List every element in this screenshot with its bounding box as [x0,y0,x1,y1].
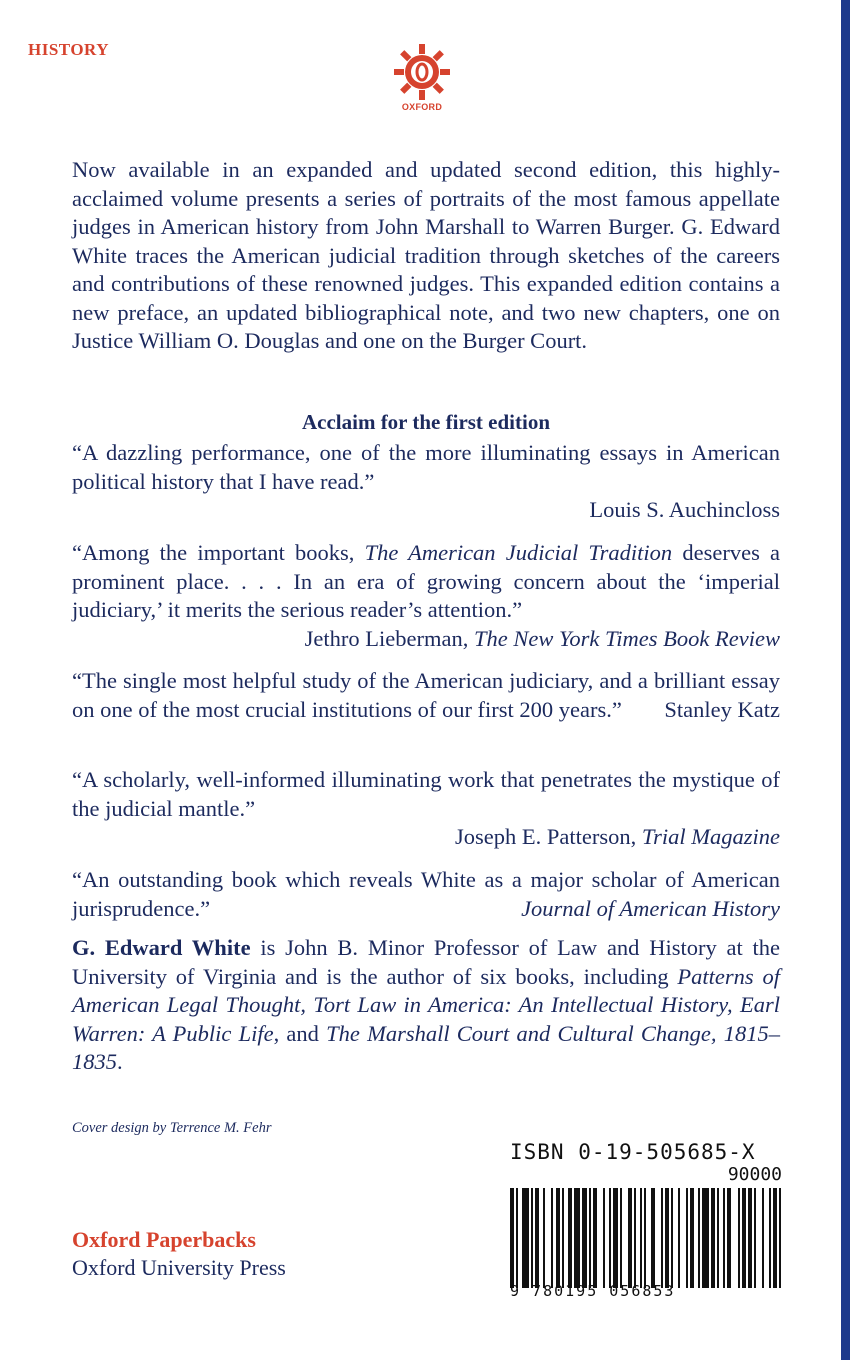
quoted-book-title: The American Judicial Tradition [364,540,673,565]
review-quote [72,439,780,525]
barcode [510,1188,782,1288]
logo-text: OXFORD [401,102,443,112]
quote-text: “A scholarly, well-informed illuminating work that penetrates the mystique of the judicial mantle.” [72,767,780,821]
bio-text: is John B. Minor Professor of Law and History at the University of Virginia and is the author of six books, including [72,935,781,989]
author-name: G. Edward White [72,935,251,960]
isbn: ISBN 0-19-505685-X [510,1140,756,1164]
review-quote [72,539,780,653]
category-label: HISTORY [28,40,110,59]
review-quote [72,866,780,923]
reviewer-name: Jethro Lieberman, [304,625,474,651]
barcode-bar [779,1188,781,1288]
review-source: Journal of American History [521,895,780,921]
bio-text: . [117,1049,123,1074]
review-source: The New York Times Book Review [473,625,780,651]
imprint [72,1226,286,1282]
quote-attribution [72,823,780,852]
quote-body: “The single most helpful study of the American judiciary, and a brilliant essay on one of the most crucial institutions of our first 200 years.” [72,668,780,722]
quote-text: “An outstanding book which reveals White as a major scholar of American jurisprudence.” [72,867,780,921]
quote-attribution [72,625,780,654]
quote-text-start: “Among the important books, [72,540,365,565]
review-quote [72,667,780,724]
acclaim-heading: Acclaim for the first edition [301,410,551,434]
series-name: Oxford Paperbacks [72,1227,256,1252]
quote-attribution: Stanley Katz [664,696,780,722]
oxford-sun-logo-icon [390,42,454,102]
publisher-name: Oxford University Press [72,1255,286,1280]
book-title: The Marshall Court and Cultural Change, 1815–1835 [72,1020,780,1074]
price-code: 90000 [727,1164,782,1185]
review-quote [72,766,780,852]
book-description: Now available in an expanded and updated second edition, this highly-acclaimed volume presents a series of portraits of the most famous appellate judges in American history from John Marshall to Warren Burger. G. Edward White traces the American judicial tradition through sketches of the careers and contributions of these renowned judges. This expanded edition contains a new preface, an updated bibliographical note, and two new chapters, one on Justice William O. Douglas and one on the Burger Court. [72,157,780,353]
book-titles: Patterns of American Legal Thought, Tort Law in America: An Intellectual History, Earl Warren: A Public Life [72,963,780,1046]
reviewer-name: Joseph E. Patterson, [454,824,642,849]
quote-text: “A dazzling performance, one of the more illuminating essays in American political history that I have read.” [72,440,780,494]
review-source: Trial Magazine [641,824,780,849]
quote-attribution: Louis S. Auchincloss [589,497,780,522]
spine-edge [841,0,850,1360]
quote-text [72,539,780,625]
author-bio [72,934,780,1077]
barcode-number: 9 780195 056853 [510,1282,676,1300]
publisher-logo [390,42,454,116]
bio-text: , and [273,1020,327,1046]
cover-credit: Cover design by Terrence M. Fehr [72,1120,272,1136]
quote-text-end: deserves a prominent place. . . . In an era of growing concern about the ‘imperial judiciary,’ it merits the serious reader’s attention.” [72,540,780,622]
